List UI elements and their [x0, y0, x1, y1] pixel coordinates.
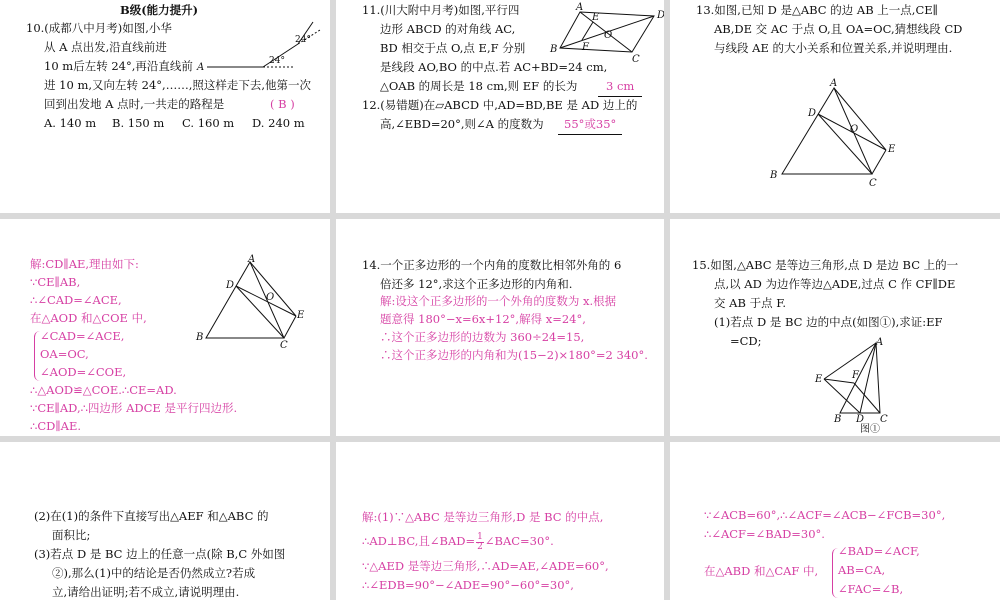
sol13-line-3: ∴∠CAD=∠ACE, — [30, 293, 122, 307]
sol15b-line-1: ∵∠ACB=60°,∴∠ACF=∠ACB−∠FCB=30°, — [704, 508, 946, 522]
q10-line-5: 回到出发地 A 点时,一共走的路程是 — [44, 97, 225, 111]
fig-b: B — [834, 414, 842, 425]
q10-line-2: 从 A 点出发,沿直线前进 — [44, 40, 167, 54]
sol14-line-3: ∴这个正多边形的边数为 360÷24=15, — [380, 330, 585, 344]
fig-o: O — [604, 30, 613, 41]
q10-line-1: 10.(成都八中月考)如图,小华 — [26, 21, 172, 35]
fig-c: C — [632, 54, 640, 65]
sol15b-brace-1: ∠BAD=∠ACF, — [838, 544, 920, 558]
q11-answer: 3 cm — [598, 77, 642, 97]
q15-line-4: (1)若点 D 是 BC 边的中点(如图①),求证:EF — [714, 315, 943, 329]
fig-b: B — [196, 332, 204, 343]
sol15-line-3: ∵△AED 是等边三角形,∴AD=AE,∠ADE=60°, — [362, 559, 609, 573]
sol14-line-1: 解:设这个正多边形的一个外角的度数为 x.根据 — [380, 294, 617, 308]
sol13-line-8: ∴△AOD≌△COE.∴CE=AD. — [30, 383, 177, 397]
q15-part2-line-1: (2)在(1)的条件下直接写出△AEF 和△ABC 的 — [34, 509, 269, 523]
panel-q13-solution — [0, 219, 330, 436]
q10-answer: ( B ) — [270, 97, 295, 111]
q10-option-c: C. 160 m — [182, 116, 235, 130]
fig-c: C — [880, 414, 888, 425]
q13-line-1: 13.如图,已知 D 是△ABC 的边 AB 上一点,CE∥ — [696, 3, 938, 17]
sol15b-line-2: ∴∠ACF=∠BAD=30°. — [704, 527, 825, 541]
q10-option-d: D. 240 m — [252, 116, 305, 130]
q15-part3-line-1: (3)若点 D 是 BC 边上的任意一点(除 B,C 外如图 — [34, 547, 286, 561]
sol13-line-9: ∵CE∥AD,∴四边形 ADCE 是平行四边形. — [30, 401, 238, 415]
sol15-line-1: 解:(1)∵△ABC 是等边三角形,D 是 BC 的中点, — [362, 510, 604, 524]
fig-d: D — [808, 108, 817, 119]
section-title: B级(能力提升) — [120, 3, 199, 17]
panel-q10 — [0, 0, 330, 213]
panel-q14 — [336, 219, 664, 436]
fig-o: O — [266, 292, 275, 303]
sol13-line-5: ∠CAD=∠ACE, — [40, 329, 125, 343]
fig-c: C — [869, 178, 877, 189]
panel-q15-parts — [0, 442, 330, 600]
q12-line-2: 高,∠EBD=20°,则∠A 的度数为 — [380, 117, 544, 131]
sol15-fraction: $\frac{1}{2}$ — [477, 531, 483, 552]
sol15b-brace-2: AB=CA, — [838, 563, 886, 577]
fig-a: A — [830, 78, 838, 89]
panel-q13 — [670, 0, 1000, 213]
q14-line-1: 14.一个正多边形的一个内角的度数比相邻外角的 6 — [362, 258, 622, 272]
sol14-line-4: ∴这个正多边形的内角和为(15−2)×180°=2 340°. — [380, 348, 648, 362]
fig-a: A — [576, 2, 584, 13]
fig-a: A — [876, 337, 884, 348]
q15-figure-1 — [810, 337, 900, 425]
fig-a: A — [248, 254, 256, 265]
q10-option-b: B. 150 m — [112, 116, 165, 130]
q11-line-5: △OAB 的周长是 18 cm,则 EF 的长为 — [380, 79, 578, 93]
fig-e: E — [888, 144, 896, 155]
q12-line-1: 12.(易错题)在▱ABCD 中,AD=BD,BE 是 AD 边上的 — [362, 98, 638, 112]
fig-label-a: A — [197, 62, 205, 73]
q13-line-2: AB,DE 交 AC 于点 O,且 OA=OC,猜想线段 CD — [714, 22, 963, 36]
panel-q15 — [670, 219, 1000, 436]
sol13-line-6: OA=OC, — [40, 347, 89, 361]
q15-part3-line-3: 立,请给出证明;若不成立,请说明理由. — [52, 585, 240, 599]
sol13-figure — [196, 254, 316, 351]
q13-triangle-figure — [770, 80, 910, 190]
sol15-line-2-pre: ∴AD⊥BC,且∠BAD= — [362, 534, 476, 548]
fig-d: D — [226, 280, 235, 291]
fig-f: F — [852, 370, 859, 381]
sol14-line-2: 题意得 180°−x=6x+12°,解得 x=24°, — [380, 312, 586, 326]
q10-line-3: 10 m后左转 24°,再沿直线前 — [44, 59, 193, 73]
fig-d: D — [657, 10, 666, 21]
q15-line-5: =CD; — [730, 334, 762, 348]
panel-q15-solution-2 — [670, 442, 1000, 600]
q10-option-a: A. 140 m — [44, 116, 97, 130]
q15-line-3: 交 AB 于点 F. — [714, 296, 787, 310]
fig-b: B — [550, 44, 558, 55]
fig-f: F — [582, 42, 589, 53]
q14-line-2: 倍还多 12°,求这个正多边形的内角和. — [380, 277, 573, 291]
q15-figure-caption: 图① — [860, 424, 880, 435]
sol15b-line-3: 在△ABD 和△CAF 中, — [704, 564, 819, 578]
panel-q15-solution-1 — [336, 442, 664, 600]
fig-b: B — [770, 170, 778, 181]
sol15-line-2 — [362, 532, 554, 552]
sol13-line-10: ∴CD∥AE. — [30, 419, 82, 433]
panel-q11-q12 — [336, 0, 664, 213]
sol13-line-2: ∵CE∥AB, — [30, 275, 81, 289]
fig-o: O — [850, 124, 859, 135]
q11-parallelogram-figure — [550, 2, 666, 65]
sol13-line-1: 解:CD∥AE,理由如下: — [30, 257, 139, 271]
q11-line-4: 是线段 AO,BO 的中点.若 AC+BD=24 cm, — [380, 60, 608, 74]
q12-answer: 55°或35° — [558, 115, 622, 135]
fig-angle-1: 24° — [269, 56, 285, 66]
fig-c: C — [280, 340, 288, 351]
q11-line-2: 边形 ABCD 的对角线 AC, — [380, 22, 516, 36]
fig-angle-2: 24° — [295, 35, 311, 45]
q10-path-figure — [195, 20, 325, 75]
sol13-line-4: 在△AOD 和△COE 中, — [30, 311, 147, 325]
q15-part2-line-2: 面积比; — [52, 528, 91, 542]
sol13-line-7: ∠AOD=∠COE, — [40, 365, 127, 379]
fig-e: E — [297, 310, 305, 321]
sol15-line-4: ∴∠EDB=90°−∠ADE=90°−60°=30°, — [362, 578, 574, 592]
q11-line-3: BD 相交于点 O,点 E,F 分别 — [380, 41, 526, 55]
sol15-line-2-post: ∠BAC=30°. — [484, 534, 554, 548]
fig-d: D — [856, 414, 865, 425]
q15-line-1: 15.如图,△ABC 是等边三角形,点 D 是边 BC 上的一 — [692, 258, 959, 272]
q13-line-3: 与线段 AE 的大小关系和位置关系,并说明理由. — [714, 41, 953, 55]
fig-e: E — [815, 374, 823, 385]
sol15b-brace-3: ∠FAC=∠B, — [838, 582, 904, 596]
q10-line-4: 进 10 m,又向左转 24°,……,照这样走下去,他第一次 — [44, 78, 312, 92]
q15-line-2: 点,以 AD 为边作等边△ADE,过点 C 作 CF∥DE — [714, 277, 956, 291]
fig-e: E — [592, 12, 600, 23]
q15-part3-line-2: ②),那么(1)中的结论是否仍然成立?若成 — [52, 566, 256, 580]
q11-line-1: 11.(川大附中月考)如图,平行四 — [362, 3, 520, 17]
